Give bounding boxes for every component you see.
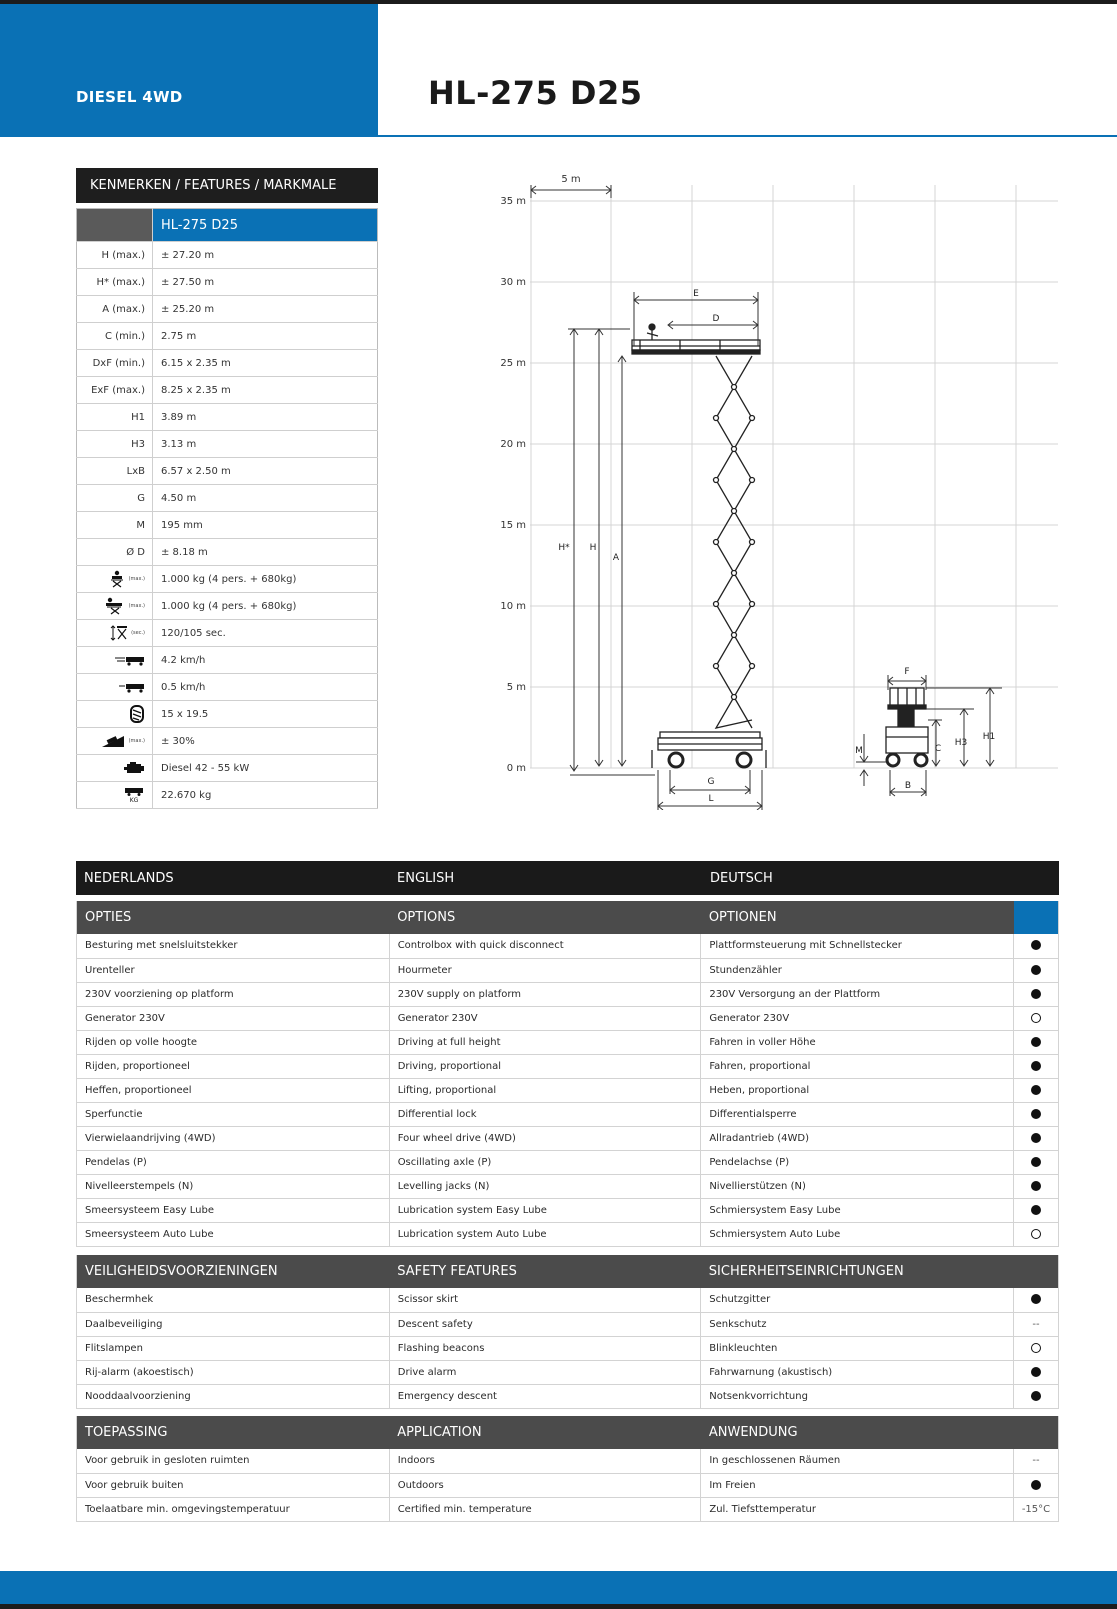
table-row: [77, 1054, 1059, 1078]
specs-model-row: [77, 209, 378, 242]
spec-icon-cell: [77, 593, 153, 620]
spec-value: ± 30%: [153, 728, 378, 755]
scale-label: 5 m: [561, 174, 581, 185]
standard-dot-icon: [1031, 940, 1041, 950]
standard-dot-icon: [1031, 1367, 1041, 1377]
spec-icon-row: [77, 566, 378, 593]
spec-label: H1: [77, 404, 153, 431]
safety-table: [76, 1255, 1059, 1409]
spec-value: 15 x 19.5: [153, 701, 378, 728]
cell-nl: Nivelleerstempels (N): [77, 1174, 390, 1198]
cell-en: Lubrication system Easy Lube: [389, 1198, 701, 1222]
dim-label-c: C: [934, 744, 942, 754]
table-row: [77, 1497, 1059, 1521]
optional-circle-icon: [1031, 1013, 1041, 1023]
spec-value: 1.000 kg (4 pers. + 680kg): [153, 593, 378, 620]
options-table: [76, 901, 1059, 1247]
availability-cell: [1014, 982, 1059, 1006]
section-header-marker: [1014, 1416, 1059, 1449]
cell-en: Outdoors: [389, 1473, 701, 1497]
language-header: [76, 861, 1059, 895]
cell-de: Allradantrieb (4WD): [701, 1126, 1014, 1150]
standard-dot-icon: [1031, 1391, 1041, 1401]
spec-icon-row: [77, 674, 378, 701]
cell-de: Fahrwarnung (akustisch): [701, 1360, 1014, 1384]
spec-label: LxB: [77, 458, 153, 485]
availability-cell: [1014, 1473, 1059, 1497]
spec-label: H* (max.): [77, 269, 153, 296]
table-row: [77, 1030, 1059, 1054]
header-subtitle: DIESEL 4WD: [76, 88, 183, 106]
spec-value: ± 8.18 m: [153, 539, 378, 566]
footer-band: [0, 1571, 1117, 1604]
spec-value: 1.000 kg (4 pers. + 680kg): [153, 566, 378, 593]
cell-nl: Sperfunctie: [77, 1102, 390, 1126]
spec-label: G: [77, 485, 153, 512]
y-label: 15 m: [500, 520, 526, 531]
cell-de: Zul. Tiefsttemperatur: [701, 1497, 1014, 1521]
extension-capacity-icon: [105, 597, 125, 615]
table-row: [77, 1174, 1059, 1198]
spec-label: C (min.): [77, 323, 153, 350]
cell-nl: Nooddaalvoorziening: [77, 1384, 390, 1408]
cell-de: Im Freien: [701, 1473, 1014, 1497]
dim-label-g: G: [707, 777, 715, 787]
engine-icon: [123, 761, 145, 775]
availability-cell: [1014, 958, 1059, 982]
table-row: [77, 1126, 1059, 1150]
cell-de: Stundenzähler: [701, 958, 1014, 982]
specs-model-name: HL-275 D25: [153, 209, 378, 242]
cell-nl: Besturing met snelsluitstekker: [77, 934, 390, 958]
lift-time-icon: [110, 625, 128, 641]
spec-row: [77, 350, 378, 377]
section-header: [77, 901, 1059, 934]
application-rows: [77, 1449, 1059, 1521]
spec-icon-row: [77, 593, 378, 620]
dim-label-h3: H3: [954, 738, 968, 748]
options-rows: [77, 934, 1059, 1246]
availability-cell: [1014, 1054, 1059, 1078]
cell-en: Scissor skirt: [389, 1288, 701, 1312]
spec-value: ± 25.20 m: [153, 296, 378, 323]
spec-icon-note: (sec.): [131, 630, 145, 636]
spec-label: H (max.): [77, 242, 153, 269]
cell-de: Fahren in voller Höhe: [701, 1030, 1014, 1054]
y-label: 30 m: [500, 277, 526, 288]
cell-nl: Heffen, proportioneel: [77, 1078, 390, 1102]
table-row: [77, 1288, 1059, 1312]
spec-value: 6.57 x 2.50 m: [153, 458, 378, 485]
cell-nl: Beschermhek: [77, 1288, 390, 1312]
cell-en: Lifting, proportional: [389, 1078, 701, 1102]
header-band: [0, 4, 378, 137]
dim-label-l: L: [708, 794, 714, 804]
standard-dot-icon: [1031, 1133, 1041, 1143]
section-header-marker: [1014, 901, 1059, 934]
diagram-grid: [530, 185, 1058, 768]
cell-en: Certified min. temperature: [389, 1497, 701, 1521]
spec-row: [77, 431, 378, 458]
table-row: [77, 1449, 1059, 1473]
table-row: [77, 1336, 1059, 1360]
table-row: [77, 1222, 1059, 1246]
spec-value: 120/105 sec.: [153, 620, 378, 647]
availability-text: -15°C: [1021, 1503, 1051, 1515]
dim-label-h1: H1: [982, 732, 996, 742]
cell-nl: Smeersysteem Auto Lube: [77, 1222, 390, 1246]
section-title-de: ANWENDUNG: [701, 1416, 1014, 1449]
table-row: [77, 982, 1059, 1006]
spec-value: 4.2 km/h: [153, 647, 378, 674]
cell-de: Blinkleuchten: [701, 1336, 1014, 1360]
svg-text:KG: KG: [129, 797, 139, 803]
standard-dot-icon: [1031, 1109, 1041, 1119]
cell-de: Fahren, proportional: [701, 1054, 1014, 1078]
availability-text: --: [1032, 1318, 1040, 1330]
spec-label: DxF (min.): [77, 350, 153, 377]
spec-icon-cell: [77, 566, 153, 593]
cell-de: Senkschutz: [701, 1312, 1014, 1336]
weight-icon: [123, 787, 145, 803]
standard-dot-icon: [1031, 1294, 1041, 1304]
spec-icon-cell: [77, 728, 153, 755]
availability-cell: [1014, 1312, 1059, 1336]
cell-en: Driving at full height: [389, 1030, 701, 1054]
availability-cell: [1014, 1360, 1059, 1384]
cell-en: Four wheel drive (4WD): [389, 1126, 701, 1150]
cell-nl: Urenteller: [77, 958, 390, 982]
specs-table: [76, 208, 378, 809]
spec-value: 3.89 m: [153, 404, 378, 431]
section-title-nl: VEILIGHEIDSVOORZIENINGEN: [77, 1255, 390, 1288]
spec-value: 2.75 m: [153, 323, 378, 350]
spec-row: [77, 269, 378, 296]
cell-en: Emergency descent: [389, 1384, 701, 1408]
cell-en: Generator 230V: [389, 1006, 701, 1030]
cell-de: Differentialsperre: [701, 1102, 1014, 1126]
cell-nl: 230V voorziening op platform: [77, 982, 390, 1006]
spec-icon-row: [77, 701, 378, 728]
availability-cell: [1014, 1288, 1059, 1312]
section-title-de: SICHERHEITSEINRICHTUNGEN: [701, 1255, 1014, 1288]
cell-en: Indoors: [389, 1449, 701, 1473]
table-row: [77, 1150, 1059, 1174]
scissor-lift-front-view: [886, 688, 928, 766]
spec-value: 3.13 m: [153, 431, 378, 458]
section-title-de: OPTIONEN: [701, 901, 1014, 934]
cell-de: Generator 230V: [701, 1006, 1014, 1030]
spec-label: H3: [77, 431, 153, 458]
front-dimension-lines: [856, 675, 1002, 796]
spec-icon-row: [77, 620, 378, 647]
y-label: 10 m: [500, 601, 526, 612]
availability-cell: [1014, 934, 1059, 958]
platform-capacity-icon: [109, 570, 125, 588]
cell-de: Notsenkvorrichtung: [701, 1384, 1014, 1408]
table-row: [77, 1198, 1059, 1222]
spec-value: ± 27.20 m: [153, 242, 378, 269]
lang-nl: NEDERLANDS: [84, 871, 174, 886]
cell-de: Schutzgitter: [701, 1288, 1014, 1312]
spec-row: [77, 485, 378, 512]
availability-text: --: [1032, 1455, 1040, 1467]
cell-nl: Rijden, proportioneel: [77, 1054, 390, 1078]
spec-icon-cell: [77, 701, 153, 728]
cell-en: Levelling jacks (N): [389, 1174, 701, 1198]
availability-cell: [1014, 1030, 1059, 1054]
availability-cell: [1014, 1336, 1059, 1360]
spec-value: 8.25 x 2.35 m: [153, 377, 378, 404]
cell-de: Schmiersystem Auto Lube: [701, 1222, 1014, 1246]
spec-icon-cell: [77, 755, 153, 782]
optional-circle-icon: [1031, 1343, 1041, 1353]
spec-icon-row: [77, 647, 378, 674]
cell-nl: Pendelas (P): [77, 1150, 390, 1174]
spec-value: 195 mm: [153, 512, 378, 539]
y-label: 5 m: [506, 682, 526, 693]
spec-icon-row: [77, 782, 378, 809]
y-label: 35 m: [500, 196, 526, 207]
spec-row: [77, 458, 378, 485]
spec-row: [77, 242, 378, 269]
table-row: [77, 1384, 1059, 1408]
availability-cell: [1014, 1174, 1059, 1198]
dim-label-h-star: H*: [558, 543, 570, 553]
scale-indicator: [531, 185, 611, 198]
spec-label: ExF (max.): [77, 377, 153, 404]
cell-nl: Generator 230V: [77, 1006, 390, 1030]
section-header: [77, 1255, 1059, 1288]
standard-dot-icon: [1031, 989, 1041, 999]
cell-nl: Toelaatbare min. omgevingstemperatuur: [77, 1497, 390, 1521]
cell-nl: Rij-alarm (akoestisch): [77, 1360, 390, 1384]
dim-label-a: A: [612, 553, 620, 563]
cell-en: Drive alarm: [389, 1360, 701, 1384]
spec-value: ± 27.50 m: [153, 269, 378, 296]
cell-nl: Smeersysteem Easy Lube: [77, 1198, 390, 1222]
availability-cell: [1014, 1150, 1059, 1174]
table-row: [77, 958, 1059, 982]
availability-cell: [1014, 1497, 1059, 1521]
y-label: 0 m: [506, 763, 526, 774]
table-row: [77, 1078, 1059, 1102]
spec-icon-note: (max.): [128, 603, 145, 609]
spec-icon-cell: [77, 647, 153, 674]
availability-cell: [1014, 1198, 1059, 1222]
lang-de: DEUTSCH: [710, 871, 773, 886]
optional-circle-icon: [1031, 1229, 1041, 1239]
spec-row: [77, 323, 378, 350]
spec-row: [77, 404, 378, 431]
availability-cell: [1014, 1222, 1059, 1246]
cell-nl: Rijden op volle hoogte: [77, 1030, 390, 1054]
specs-model-label-cell: [77, 209, 153, 242]
cell-nl: Vierwielaandrijving (4WD): [77, 1126, 390, 1150]
availability-cell: [1014, 1006, 1059, 1030]
specs-heading: KENMERKEN / FEATURES / MARKMALE: [76, 168, 378, 203]
table-row: [77, 1102, 1059, 1126]
application-table: [76, 1416, 1059, 1522]
spec-row: [77, 377, 378, 404]
table-row: [77, 934, 1059, 958]
section-title-nl: OPTIES: [77, 901, 390, 934]
spec-label: A (max.): [77, 296, 153, 323]
cell-de: Schmiersystem Easy Lube: [701, 1198, 1014, 1222]
y-label: 25 m: [500, 358, 526, 369]
cell-de: Nivellierstützen (N): [701, 1174, 1014, 1198]
table-row: [77, 1473, 1059, 1497]
cell-de: Plattformsteuerung mit Schnellstecker: [701, 934, 1014, 958]
cell-en: Controlbox with quick disconnect: [389, 934, 701, 958]
standard-dot-icon: [1031, 1480, 1041, 1490]
spec-value: Diesel 42 - 55 kW: [153, 755, 378, 782]
table-row: [77, 1312, 1059, 1336]
spec-value: 22.670 kg: [153, 782, 378, 809]
table-row: [77, 1360, 1059, 1384]
spec-value: 4.50 m: [153, 485, 378, 512]
dim-label-d: D: [712, 314, 720, 324]
table-row: [77, 1006, 1059, 1030]
scissor-lift-side-view: [632, 324, 766, 768]
spec-icon-row: [77, 728, 378, 755]
spec-row: [77, 539, 378, 566]
spec-icon-cell: [77, 620, 153, 647]
standard-dot-icon: [1031, 1085, 1041, 1095]
cell-nl: Flitslampen: [77, 1336, 390, 1360]
dim-label-f: F: [904, 667, 910, 677]
header-rule: [378, 135, 1117, 137]
cell-de: 230V Versorgung an der Plattform: [701, 982, 1014, 1006]
availability-cell: [1014, 1078, 1059, 1102]
cell-en: Flashing beacons: [389, 1336, 701, 1360]
standard-dot-icon: [1031, 1061, 1041, 1071]
spec-label: M: [77, 512, 153, 539]
footer-border: [0, 1604, 1117, 1609]
cell-en: Lubrication system Auto Lube: [389, 1222, 701, 1246]
dim-label-h: H: [589, 543, 597, 553]
drive-speed-fast-icon: [115, 654, 145, 666]
section-title-en: APPLICATION: [389, 1416, 701, 1449]
cell-nl: Daalbeveiliging: [77, 1312, 390, 1336]
dim-label-b: B: [904, 781, 912, 791]
drive-speed-slow-icon: [119, 681, 145, 693]
cell-en: Differential lock: [389, 1102, 701, 1126]
availability-cell: [1014, 1449, 1059, 1473]
section-header: [77, 1416, 1059, 1449]
spec-icon-note: (max.): [128, 576, 145, 582]
cell-de: Pendelachse (P): [701, 1150, 1014, 1174]
spec-icon-row: [77, 755, 378, 782]
spec-row: [77, 296, 378, 323]
tyre-icon: [129, 705, 145, 723]
standard-dot-icon: [1031, 1037, 1041, 1047]
cell-en: Oscillating axle (P): [389, 1150, 701, 1174]
spec-value: 0.5 km/h: [153, 674, 378, 701]
section-header-marker: [1014, 1255, 1059, 1288]
lang-en: ENGLISH: [397, 871, 455, 886]
availability-cell: [1014, 1384, 1059, 1408]
safety-rows: [77, 1288, 1059, 1408]
dim-label-e: E: [693, 289, 699, 299]
cell-nl: Voor gebruik in gesloten ruimten: [77, 1449, 390, 1473]
availability-cell: [1014, 1102, 1059, 1126]
availability-cell: [1014, 1126, 1059, 1150]
section-title-en: SAFETY FEATURES: [389, 1255, 701, 1288]
spec-row: [77, 512, 378, 539]
standard-dot-icon: [1031, 1205, 1041, 1215]
spec-icon-cell: [77, 674, 153, 701]
cell-de: In geschlossenen Räumen: [701, 1449, 1014, 1473]
gradeability-icon: [101, 734, 125, 748]
section-title-nl: TOEPASSING: [77, 1416, 390, 1449]
cell-de: Heben, proportional: [701, 1078, 1014, 1102]
spec-label: Ø D: [77, 539, 153, 566]
spec-icon-cell: [77, 782, 153, 809]
spec-icon-note: (max.): [128, 738, 145, 744]
standard-dot-icon: [1031, 965, 1041, 975]
y-label: 20 m: [500, 439, 526, 450]
page-title: HL-275 D25: [428, 74, 643, 112]
cell-en: Hourmeter: [389, 958, 701, 982]
dim-label-m: M: [855, 746, 863, 756]
cell-nl: Voor gebruik buiten: [77, 1473, 390, 1497]
dimension-diagram: [490, 170, 1060, 810]
section-title-en: OPTIONS: [389, 901, 701, 934]
cell-en: 230V supply on platform: [389, 982, 701, 1006]
cell-en: Driving, proportional: [389, 1054, 701, 1078]
standard-dot-icon: [1031, 1157, 1041, 1167]
cell-en: Descent safety: [389, 1312, 701, 1336]
standard-dot-icon: [1031, 1181, 1041, 1191]
spec-value: 6.15 x 2.35 m: [153, 350, 378, 377]
